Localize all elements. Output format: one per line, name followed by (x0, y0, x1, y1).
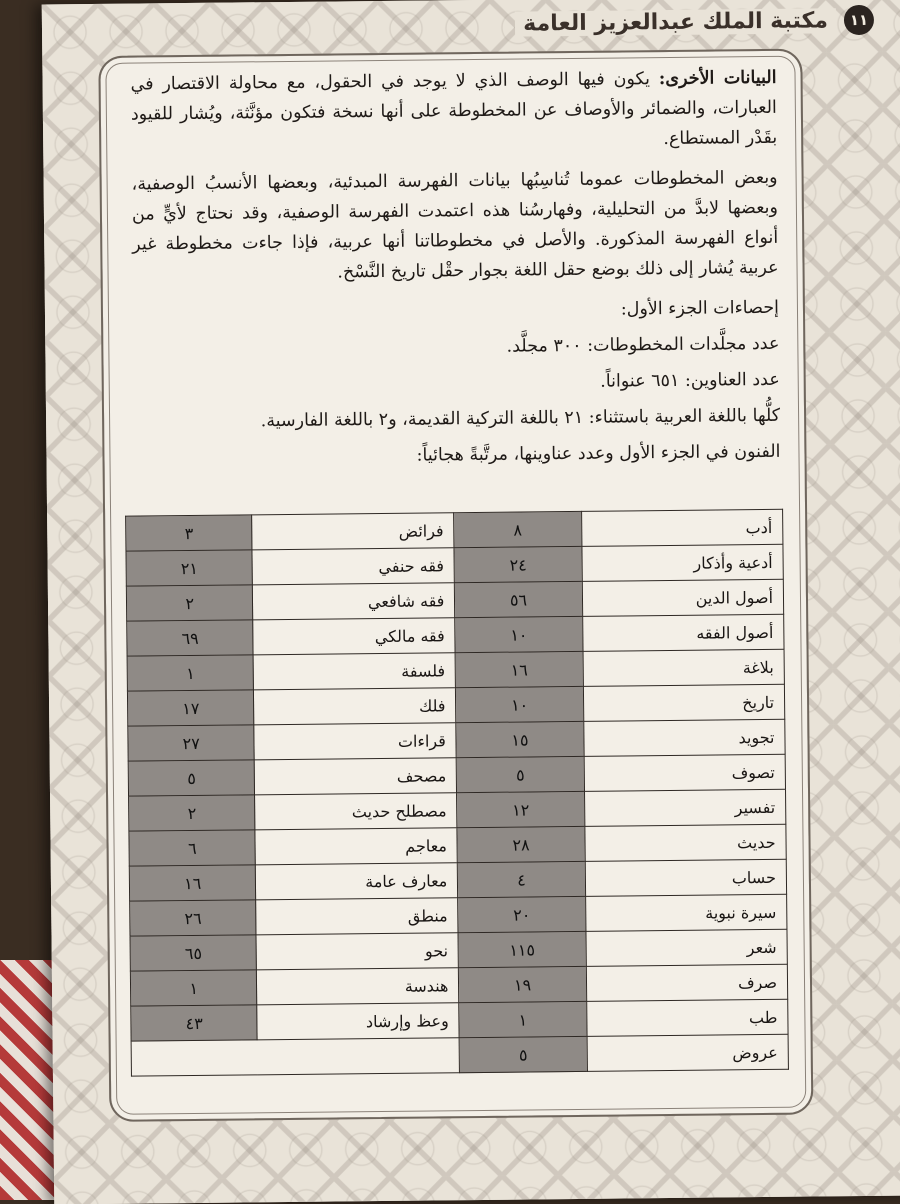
subject-name-cell: وعظ وإرشاد (257, 1003, 459, 1040)
subject-count-cell: ١٧ (127, 690, 254, 726)
paragraph-other-data (130, 63, 777, 160)
subject-name-cell: فقه حنفي (252, 548, 454, 585)
subject-count-cell: ١٦ (129, 865, 256, 901)
subject-name-cell: أدعية وأذكار (582, 544, 784, 581)
subject-count-cell: ١ (459, 1001, 587, 1037)
subject-count-cell: ١ (130, 970, 257, 1006)
subject-name-cell: فلك (254, 688, 456, 725)
subject-name-cell: تصوف (584, 754, 786, 791)
stats-languages: كلُّها باللغة العربية باستثناء: ٢١ باللغة التركية القديمة، و٢ باللغة الفارسية. (260, 405, 781, 432)
subject-name-cell: أدب (581, 509, 783, 546)
table-row (131, 1034, 788, 1076)
subjects-table-body (126, 509, 789, 1076)
subject-name-cell: صرف (586, 964, 788, 1001)
subject-name-cell: أصول الدين (582, 579, 784, 616)
subject-name-cell: عروض (587, 1034, 789, 1071)
subject-count-cell: ٢١ (126, 550, 253, 586)
subject-count-cell: ٨ (454, 511, 582, 547)
background-cloth (0, 960, 60, 1200)
subject-name-cell: سيرة نبوية (585, 894, 787, 931)
subject-count-cell: ٤٣ (131, 1005, 258, 1041)
table-intro: الفنون في الجزء الأول وعدد عناوينها، مرتَّبةً هجائياً: (416, 441, 781, 466)
subject-name-cell: تاريخ (583, 684, 785, 721)
subject-name-cell: معاجم (255, 828, 457, 865)
subject-name-cell: طب (586, 999, 788, 1036)
subject-count-cell: ٢ (126, 585, 253, 621)
subject-count-cell: ٢٦ (130, 900, 257, 936)
subject-name-cell: تجويد (583, 719, 785, 756)
subject-count-cell: ٤ (458, 861, 586, 897)
subject-name-cell: حديث (585, 824, 787, 861)
content-panel (98, 49, 813, 1122)
subject-name-cell: مصحف (255, 758, 457, 795)
paragraph-lead: البيانات الأخرى: (658, 67, 777, 90)
subject-count-cell: ١٥ (456, 721, 584, 757)
subject-count-cell: ٢٧ (128, 725, 255, 761)
subject-count-cell: ١٩ (459, 966, 587, 1002)
subject-count-cell: ١٠ (456, 686, 584, 722)
subject-name-cell: نحو (256, 933, 458, 970)
book-page (42, 0, 900, 1204)
text-body (130, 63, 780, 480)
subject-name-cell: فقه مالكي (253, 618, 455, 655)
subject-count-cell: ١٢ (457, 791, 585, 827)
subject-name-cell: هندسة (257, 968, 459, 1005)
page-number-badge: ١١ (844, 5, 874, 35)
subject-count-cell: ٢٠ (458, 896, 586, 932)
subject-name-cell: بلاغة (583, 649, 785, 686)
subject-name-cell: أصول الفقه (582, 614, 784, 651)
subject-count-cell: ٢ (129, 795, 256, 831)
subject-count-cell: ١ (127, 655, 254, 691)
stats-heading: إحصاءات الجزء الأول: (620, 297, 780, 320)
subject-name-cell: فرائض (252, 513, 454, 550)
subject-count-cell: ٥ (457, 756, 585, 792)
subject-count-cell: ١٠ (455, 616, 583, 652)
subject-name-cell: منطق (256, 898, 458, 935)
subject-count-cell: ١٦ (455, 651, 583, 687)
stats-titles: عدد العناوين: ٦٥١ عنواناً. (600, 369, 780, 392)
subject-name-cell: معارف عامة (256, 863, 458, 900)
subject-count-cell: ٥ (128, 760, 255, 796)
subject-count-cell: ٢٨ (457, 826, 585, 862)
subject-name-cell: شعر (586, 929, 788, 966)
subject-count-cell: ٥٦ (455, 581, 583, 617)
subject-count-cell: ٥ (459, 1036, 587, 1072)
paragraph-text: يكون فيها الوصف الذي لا يوجد في الحقول، مع محاولة الاقتصار في العبارات، والضمائر والأوصاف عن المخطوطة على أنها نسخة فتكون مؤنَّثة، ويُشار للقيود بقَدْر المستطاع. (130, 69, 778, 150)
subject-count-cell: ٦٩ (127, 620, 254, 656)
subject-name-cell: قراءات (254, 723, 456, 760)
paragraph-cataloging: وبعض المخطوطات عموما تُناسِبُها بيانات الفهرسة المبدئية، وبعضها الأنسبُ الوصفية، وبعضها لابدَّ من التحليلية، وفهارسُنا هذه اعتمدت الفهرسة الوصفية، وقد نحتاج لأيٍّ من أنواع الفهرسة المذكورة. والأصل في مخطوطاتنا أنها عربية، فإذا جاءت مخطوطة غير عربية يُشار إلى ذلك بوضع حقل اللغة بجوار حقْل تاريخ النَّسْخ. (131, 167, 779, 283)
subjects-table (125, 509, 789, 1077)
subject-count-cell: ٦٥ (130, 935, 257, 971)
empty-cell (131, 1038, 460, 1076)
subject-name-cell: تفسير (584, 789, 786, 826)
subject-count-cell: ٢٤ (454, 546, 582, 582)
subject-count-cell: ٣ (126, 515, 253, 551)
subject-count-cell: ١١٥ (458, 931, 586, 967)
subject-name-cell: فلسفة (254, 653, 456, 690)
subject-name-cell: فقه شافعي (253, 583, 455, 620)
subject-name-cell: مصطلح حديث (255, 793, 457, 830)
subject-count-cell: ٦ (129, 830, 256, 866)
stats-volumes: عدد مجلَّدات المخطوطات: ٣٠٠ مجلَّد. (506, 333, 780, 357)
library-name: مكتبة الملك عبدالعزيز العامة (515, 8, 836, 36)
subject-name-cell: حساب (585, 859, 787, 896)
